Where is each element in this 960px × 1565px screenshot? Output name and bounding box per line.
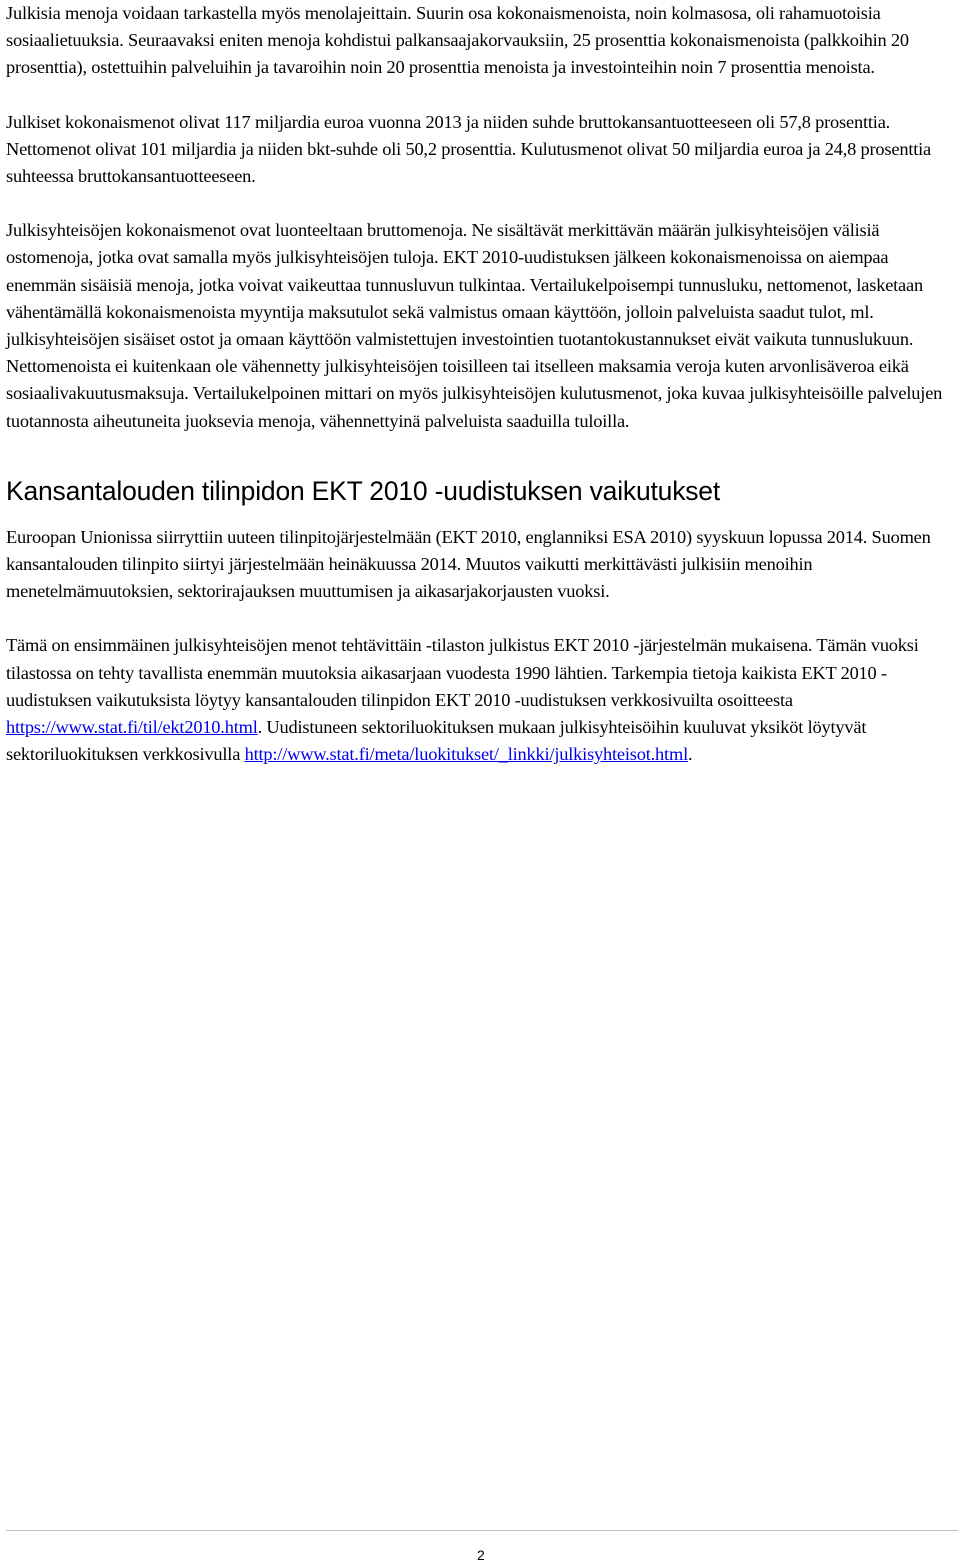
paragraph-expenditure-by-type: Julkisia menoja voidaan tarkastella myös menolajeittain. Suurin osa kokonaismenoista, noin kolmasosa, oli rahamuotoisia sosiaalietuuksia. Seuraavaksi eniten menoja kohdistui palkansaajakorvauksiin, 25 prosenttia kokonaismenoista (palkkoihin 20 prosenttia), ostettuihin palveluihin ja tavaroihin noin 20 prosenttia menoista ja investointeihin noin 7 prosenttia menoista. [6, 3, 909, 78]
footer-divider [6, 1530, 958, 1531]
paragraph-esa2010-transition: Euroopan Unionissa siirryttiin uuteen tilinpitojärjestelmään (EKT 2010, englanniksi ESA 2010) syyskuun lopussa 2014. Suomen kansantalouden tilinpito siirtyi järjestelmään heinäkuussa 2014. Muutos vaikutti merkittävästi julkisiin menoihin menetelmämuutoksien, sektorirajauksen muuttumisen ja aikasarjakorjausten vuoksi. [6, 526, 931, 602]
paragraph-first-release [6, 632, 956, 768]
paragraph-text: . [687, 744, 693, 765]
paragraph-text: Tämä on ensimmäinen julkisyhteisöjen menot tehtävittäin -tilaston julkistus EKT 2010 -järjestelmän mukaisena. Tämän vuoksi tilastossa on tehty tavallista enemmän muutoksia aikasarjaan vuodesta 1990 lähtien. Tarkempia tietoja kaikista EKT 2010 -uudistuksen vaikutuksista löytyy kansantalouden tilinpidon EKT 2010 -uudistuksen verkkosivuilta osoitteesta [6, 635, 919, 710]
paragraph-gross-expenditure: Julkisyhteisöjen kokonaismenot ovat luonteeltaan bruttomenoja. Ne sisältävät merkittävän määrän julkisyhteisöjen välisiä ostomenoja, jotka ovat samalla myös julkisyhteisöjen tuloja. EKT 2010-uudistuksen jälkeen kokonaismenoissa on aiempaa enemmän sisäisiä menoja, jotka voivat vaikeuttaa tunnusluvun tulkintaa. Vertailukelpoisempi tunnusluku, nettomenot, lasketaan vähentämällä kokonaismenoista myyntija maksutulot sekä valmistus omaan käyttöön, jolloin palveluista saadut tulot, ml. julkisyhteisöjen sisäiset ostot ja omaan käyttöön valmistettujen investointien tuotantokustannukset eivät vaikuta tunnuslukuun. Nettomenoista ei kuitenkaan ole vähennetty julkisyhteisöjen toisilleen tai itselleen maksamia veroja kuten arvonlisäveroa eikä sosiaalivakuutusmaksuja. Vertailukelpoinen mittari on myös julkisyhteisöjen kulutusmenot, joka kuvaa julkisyhteisöille palvelujen tuotannosta aiheutuneita juoksevia menoja, vähennettyinä palveluista saaduilla tuloilla. [6, 220, 943, 431]
paragraph-total-expenditure: Julkiset kokonaismenot olivat 117 miljardia euroa vuonna 2013 ja niiden suhde bruttokansantuotteeseen oli 57,8 prosenttia. Nettomenot olivat 101 miljardia ja niiden bkt-suhde oli 50,2 prosenttia. Kulutusmenot olivat 50 miljardia euroa ja 24,8 prosenttia suhteessa bruttokansantuotteeseen. [6, 111, 932, 187]
paragraph-text: . Uudistuneen sektoriluokituksen mukaan julkisyhteisöihin kuuluvat yksiköt löytyvät sektoriluokituksen verkkosivulla [6, 717, 867, 765]
page-number: 2 [477, 1547, 485, 1563]
section-heading: Kansantalouden tilinpidon EKT 2010 -uudistuksen vaikutukset [6, 475, 720, 506]
ekt2010-link[interactable]: https://www.stat.fi/til/ekt2010.html [6, 717, 258, 738]
document-body [6, 0, 956, 768]
julkisyhteisot-classification-link[interactable]: http://www.stat.fi/meta/luokitukset/_linkki/julkisyhteisot.html [244, 744, 688, 765]
